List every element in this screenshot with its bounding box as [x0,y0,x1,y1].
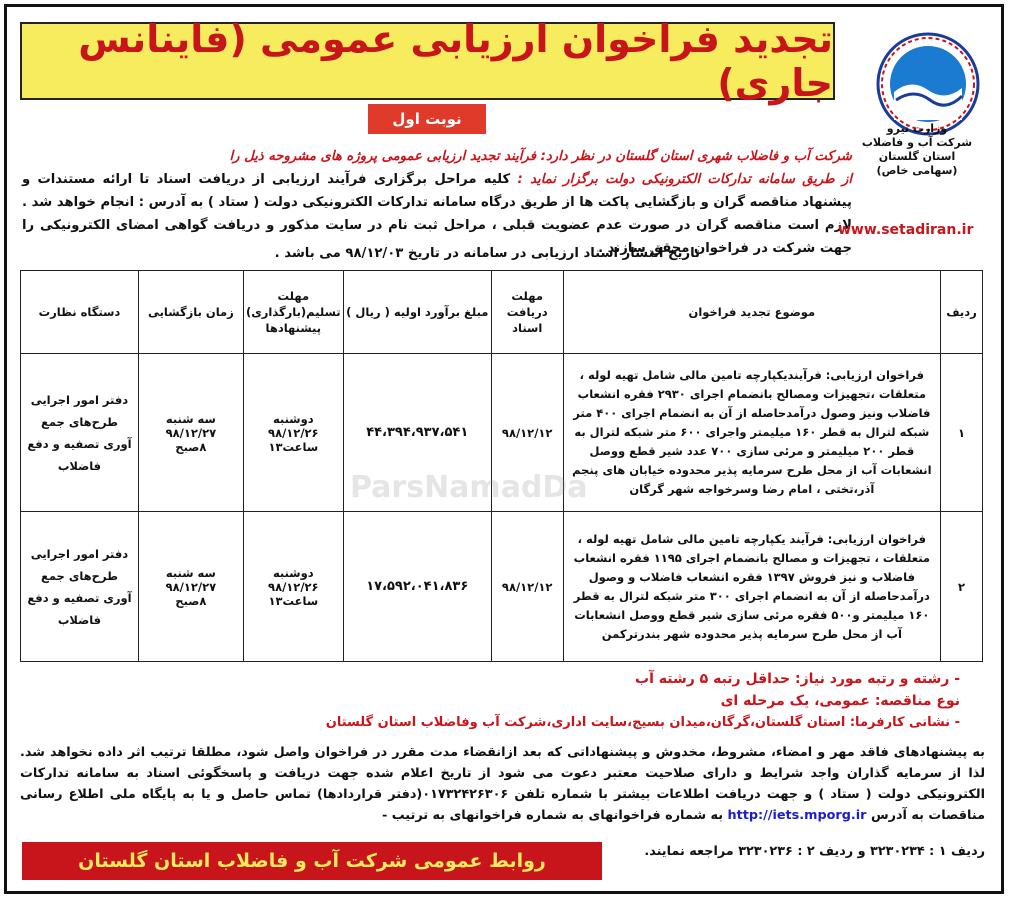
header-subject: موضوع تجدید فراخوان [563,271,940,354]
conditions-after-link: به شماره فراخوانهای به شماره فراخوانهای به ترتیب - [381,808,724,823]
intro-paragraph [22,145,852,260]
submission-time: ساعت۱۳ [268,593,319,608]
header-doc-deadline: مهلت دریافت اسناد [491,271,563,354]
row-supervisor: دفتر امور اجرایی طرح‌های جمع آوری تصفیه و دفع فاضلاب [21,512,139,662]
header-supervisor: دستگاه نظارت [21,271,139,354]
opening-day: سه شنبه [165,411,216,426]
row-doc-deadline: ۹۸/۱۲/۱۲ [491,512,563,662]
publish-date-text: تاریخ انتشار اسناد ارزیابی در سامانه در تاریخ ۹۸/۱۲/۰۳ می باشد . [274,246,700,261]
footer-banner: روابط عمومی شرکت آب و فاضلاب استان گلستان [22,842,602,880]
opening-date: ۹۸/۱۲/۲۷ [165,579,217,594]
row-doc-deadline: ۹۸/۱۲/۱۲ [491,354,563,512]
header-row-number: ردیف [941,271,983,354]
note-type: نوع مناقصه: عمومی، یک مرحله ای [720,693,960,709]
round-badge: نوبت اول [368,104,486,134]
header-submission-deadline: مهلت تسلیم(بارگذاری) پیشنهادها [243,271,343,354]
footer-reference: ردیف ۱ : ۳۲۳۰۲۳۴ و ردیف ۲ : ۳۲۳۰۲۳۶ مراجعه نمایند. [644,844,985,859]
submission-day: دوشنبه [272,565,314,580]
company-line: وزارت نیرو [886,122,948,135]
row-submission [243,354,343,512]
row-opening [138,512,243,662]
submission-date: ۹۸/۱۲/۲۶ [268,579,319,594]
title-banner [20,17,835,105]
header-opening: زمان بازگشایی [138,271,243,354]
table-row [21,512,983,662]
row-number: ۱ [941,354,983,512]
website-link[interactable]: www.setadiran.ir [838,222,974,238]
tender-table [20,270,983,662]
header-estimate: مبلغ برآورد اولیه ( ریال ) [343,271,491,354]
submission-date: ۹۸/۱۲/۲۶ [268,425,319,440]
intro-text: کلیه مراحل برگزاری فرآیند ارزیابی از دریافت اسناد تا ارائه مستندات و پیشنهاد مناقصه گران و بازگشایی پاکت ها از طریق درگاه سامانه تدارکات الکترونیکی دولت ( ستاد ) به آدرس : [22,172,852,210]
opening-time: ۸صبح [175,439,207,454]
opening-day: سه شنبه [165,565,216,580]
row-subject: فراخوان ارزیابی: فرآیندیکپارچه تامین مالی شامل تهیه لوله ، متعلقات ،تجهیزات ومصالح بانضمام اجرای ۲۹۳۰ فقره انشعاب فاضلاب ونیز وصول درآمدحاصله از آن به انضمام اجرای ۴۰۰ متر شبکه لترال به قطر ۱۶۰ میلیمتر واجرای ۶۰۰ متر شبکه لترال به قطر ۲۰۰ میلیمتر و مرئی سازی ۷۰۰ عدد شیر قطع ووصل انشعابات آب از محل طرح سرمایه پذیر محدوده خیابان های پنجم آذر،تختی ، امام رضا وسرخواجه شهر گرگان [563,354,940,512]
row-opening [138,354,243,512]
notes-block [20,668,960,734]
page-title: تجدید فراخوان ارزیابی عمومی (فاینانس جاری) [78,17,833,105]
opening-time: ۸صبح [175,593,207,608]
conditions-text: به پیشنهادهای فاقد مهر و امضاء، مشروط، مخدوش و پیشنهاداتی که بعد ازانقضاء مدت مقرر در فراخوان واصل شود، مطلقا ترتیب اثر داده نخواهد شد. لذا از سرمایه گذاران واجد شرایط و دارای صلاحیت معتبر دعوت می شود از تاریخ اعلام شده جهت دریافت و پاسخگوئی اسناد به سامانه تدارکات الکترونیکی دولت ( ستاد ) و جهت دریافت اطلاعات بیشتر با شماره تلفن ۰۱۷۳۲۴۲۶۳۰۶(دفتر قراردادها) تماس حاصل و یا به پایگاه ملی اطلاع رسانی مناقصات به آدرس [20,745,985,823]
company-line: استان گلستان [878,150,956,163]
row-number: ۲ [941,512,983,662]
intro-red-line: از طریق سامانه تدارکات الکترونیکی دولت برگزار نماید : [517,172,852,187]
row-estimate: ۴۴،۳۹۴،۹۳۷،۵۴۱ [343,354,491,512]
note-field: - رشته و رتبه مورد نیاز: حداقل رتبه ۵ رشته آب [635,671,960,687]
company-block [858,122,976,178]
row-submission [243,512,343,662]
submission-day: دوشنبه [272,411,314,426]
note-address: - نشانی کارفرما: استان گلستان،گرگان،میدان بسیج،سایت اداری،شرکت آب وفاضلاب استان گلستان [325,715,960,730]
table-header-row [21,271,983,354]
watermark-text: ParsNamadDa [350,470,588,505]
row-estimate: ۱۷،۵۹۲،۰۴۱،۸۳۶ [343,512,491,662]
conditions-paragraph [20,742,985,826]
company-line: (سهامی خاص) [876,164,958,177]
row-supervisor: دفتر امور اجرایی طرح‌های جمع آوری تصفیه و دفع فاضلاب [21,354,139,512]
intro-text: انجام خواهد شد . لازم است مناقصه گران در صورت عدم عضویت قبلی ، مراحل ثبت نام در سایت مذکور و دریافت گواهی امضای الکترونیکی را جهت شرکت در فراخوان محقق سازند . [22,195,852,256]
submission-time: ساعت۱۳ [268,439,319,454]
iets-link[interactable]: http://iets.mporg.ir [727,808,867,823]
intro-red-line: شرکت آب و فاضلاب شهری استان گلستان در نظر دارد: فرآیند تجدید ارزیابی عمومی پروژه های مشروحه ذیل را [229,149,852,164]
company-line: شرکت آب و فاضلاب [861,136,973,149]
opening-date: ۹۸/۱۲/۲۷ [165,425,217,440]
row-subject: فراخوان ارزیابی: فرآیند یکپارچه تامین مالی شامل تهیه لوله ، متعلقات ، تجهیزات و مصالح بانضمام اجرای ۱۱۹۵ فقره انشعاب فاضلاب و نیز فروش ۱۳۹۷ فقره انشعاب فاضلاب و وصول درآمدحاصله از آن به انضمام اجرای ۳۰۰ متر شبکه لترال به قطر ۱۶۰ میلیمتر و۵۰۰ فقره مرئی سازی شیر قطع ووصل انشعابات آب از محل طرح سرمایه پذیر محدوده شهر بندرترکمن [563,512,940,662]
